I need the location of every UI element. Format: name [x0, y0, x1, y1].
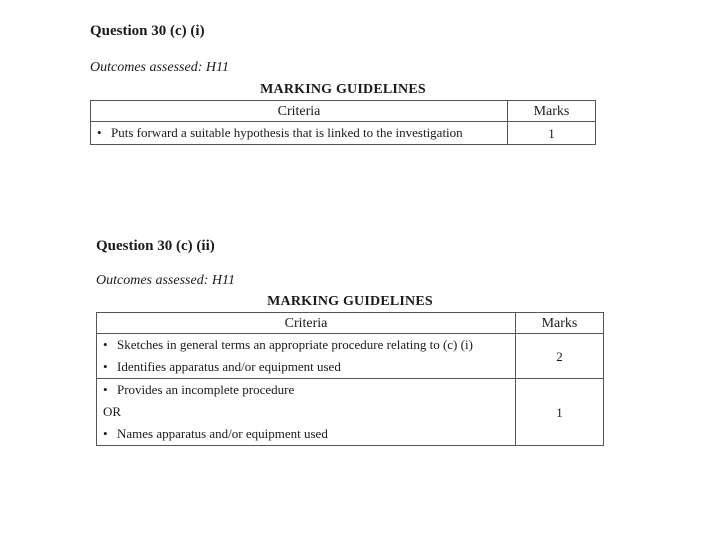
criteria-item: • Puts forward a suitable hypothesis that is linked to the investigation: [97, 122, 501, 144]
marking-guidelines-title: MARKING GUIDELINES: [260, 82, 426, 97]
question-title: Question 30 (c) (i): [90, 23, 205, 39]
question-title: Question 30 (c) (ii): [96, 238, 215, 254]
marks-cell: 2: [516, 334, 604, 379]
table-header-row: [97, 313, 604, 334]
criteria-cell: [91, 122, 508, 145]
criteria-header: Criteria: [97, 313, 516, 334]
table-header-row: [91, 101, 596, 122]
marking-guidelines-table: [90, 100, 596, 145]
marking-guidelines-title: MARKING GUIDELINES: [267, 294, 433, 309]
marking-guidelines-table: [96, 312, 604, 446]
marks-cell: 1: [508, 122, 596, 145]
criteria-item: • Names apparatus and/or equipment used: [103, 423, 509, 445]
marks-cell: 1: [516, 379, 604, 446]
criteria-item: • Sketches in general terms an appropriate procedure relating to (c) (i): [103, 334, 509, 356]
table-row: [97, 379, 604, 446]
table-row: [91, 122, 596, 145]
criteria-cell: [97, 334, 516, 379]
criteria-cell: [97, 379, 516, 446]
question-30c-i-section: [90, 22, 596, 145]
marks-header: Marks: [508, 101, 596, 122]
criteria-item: • Provides an incomplete procedure: [103, 379, 509, 401]
marks-header: Marks: [516, 313, 604, 334]
outcomes-assessed: Outcomes assessed: H11: [90, 60, 229, 75]
criteria-or-connector: OR: [103, 404, 122, 419]
outcomes-assessed: Outcomes assessed: H11: [96, 273, 235, 288]
question-30c-ii-section: [96, 237, 604, 446]
criteria-header: Criteria: [91, 101, 508, 122]
table-row: [97, 334, 604, 379]
criteria-item: • Identifies apparatus and/or equipment used: [103, 356, 509, 378]
